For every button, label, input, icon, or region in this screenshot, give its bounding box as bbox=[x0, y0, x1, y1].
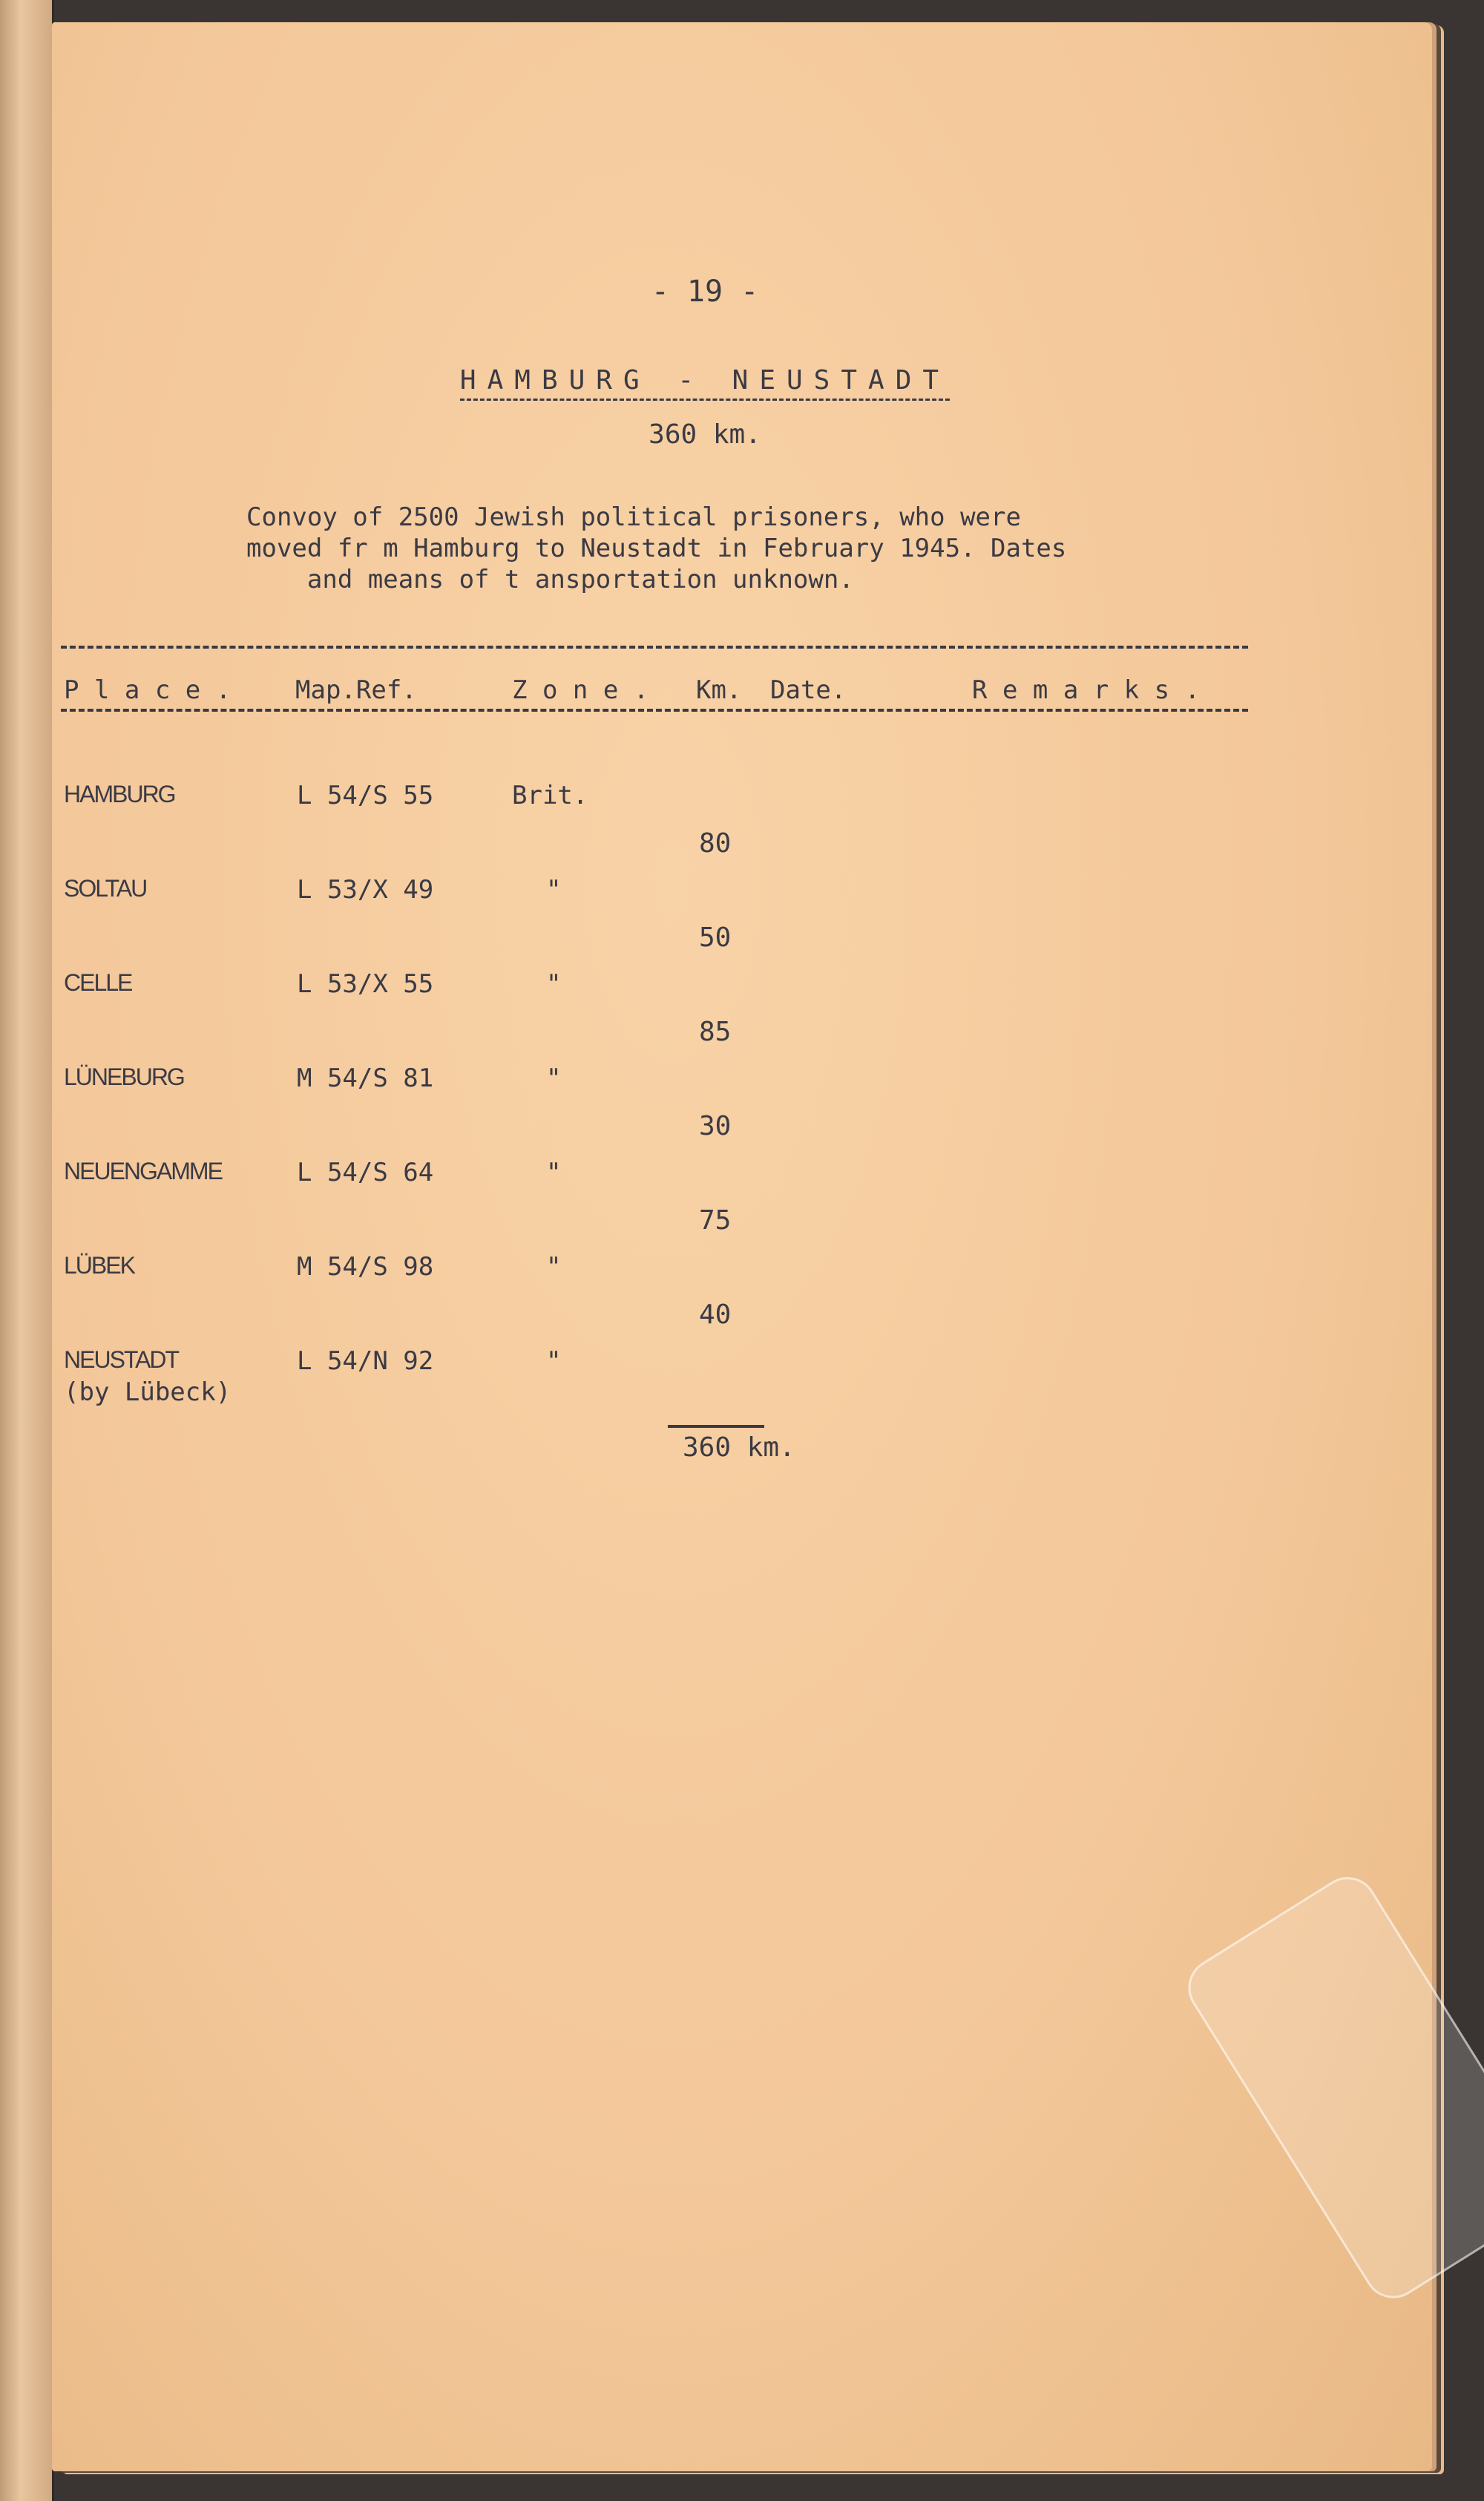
intro-paragraph bbox=[246, 502, 1066, 595]
route-title-text: HAMBURG - NEUSTADT bbox=[460, 365, 950, 401]
segment-distance: 85 bbox=[699, 1017, 732, 1047]
total-rule bbox=[668, 1425, 764, 1428]
row-place: HAMBURG bbox=[64, 781, 175, 807]
segment-distance: 75 bbox=[699, 1205, 732, 1236]
row-map-ref: L 54/S 64 bbox=[297, 1158, 434, 1187]
header-date: Date. bbox=[770, 675, 847, 705]
page-number: - 19 - bbox=[651, 275, 759, 309]
row-place: LÜBEK bbox=[64, 1252, 134, 1279]
table-header-rule bbox=[61, 709, 1248, 712]
row-zone: " bbox=[546, 969, 562, 999]
row-zone: " bbox=[546, 1252, 562, 1282]
row-place-note: (by Lübeck) bbox=[64, 1377, 232, 1407]
row-map-ref: L 54/S 55 bbox=[297, 781, 434, 810]
row-place: CELLE bbox=[64, 969, 132, 996]
row-place: NEUENGAMME bbox=[64, 1158, 222, 1184]
row-zone: Brit. bbox=[512, 781, 588, 810]
row-map-ref: L 54/N 92 bbox=[297, 1346, 434, 1376]
document-page bbox=[52, 22, 1432, 2471]
total-distance: 360 km. bbox=[683, 1432, 795, 1463]
glass-reflection bbox=[1177, 1866, 1484, 2310]
segment-distance: 50 bbox=[699, 922, 732, 953]
header-place: P l a c e . bbox=[64, 675, 232, 705]
header-km: Km. bbox=[696, 675, 742, 705]
row-map-ref: M 54/S 98 bbox=[297, 1252, 434, 1282]
row-place: LÜNEBURG bbox=[64, 1063, 184, 1090]
header-zone: Z o n e . bbox=[512, 675, 649, 705]
row-zone: " bbox=[546, 875, 562, 905]
route-title bbox=[52, 365, 1358, 396]
row-map-ref: M 54/S 81 bbox=[297, 1063, 434, 1093]
row-map-ref: L 53/X 49 bbox=[297, 875, 434, 905]
previous-page-edge bbox=[0, 0, 54, 2501]
row-zone: " bbox=[546, 1346, 562, 1376]
row-zone: " bbox=[546, 1063, 562, 1093]
intro-line: Convoy of 2500 Jewish political prisoners, who were bbox=[246, 502, 1021, 532]
header-map-ref: Map.Ref. bbox=[295, 675, 417, 705]
row-place: NEUSTADT bbox=[64, 1346, 179, 1373]
row-place: SOLTAU bbox=[64, 875, 147, 902]
intro-line: and means of t ansportation unknown. bbox=[246, 565, 854, 594]
header-remarks: R e m a r k s . bbox=[972, 675, 1201, 705]
segment-distance: 40 bbox=[699, 1299, 732, 1330]
table-top-rule bbox=[61, 646, 1248, 649]
segment-distance: 30 bbox=[699, 1111, 732, 1141]
intro-line: moved fr m Hamburg to Neustadt in February 1945. Dates bbox=[246, 534, 1067, 563]
route-distance: 360 km. bbox=[649, 419, 761, 450]
row-zone: " bbox=[546, 1158, 562, 1187]
segment-distance: 80 bbox=[699, 828, 732, 859]
row-map-ref: L 53/X 55 bbox=[297, 969, 434, 999]
